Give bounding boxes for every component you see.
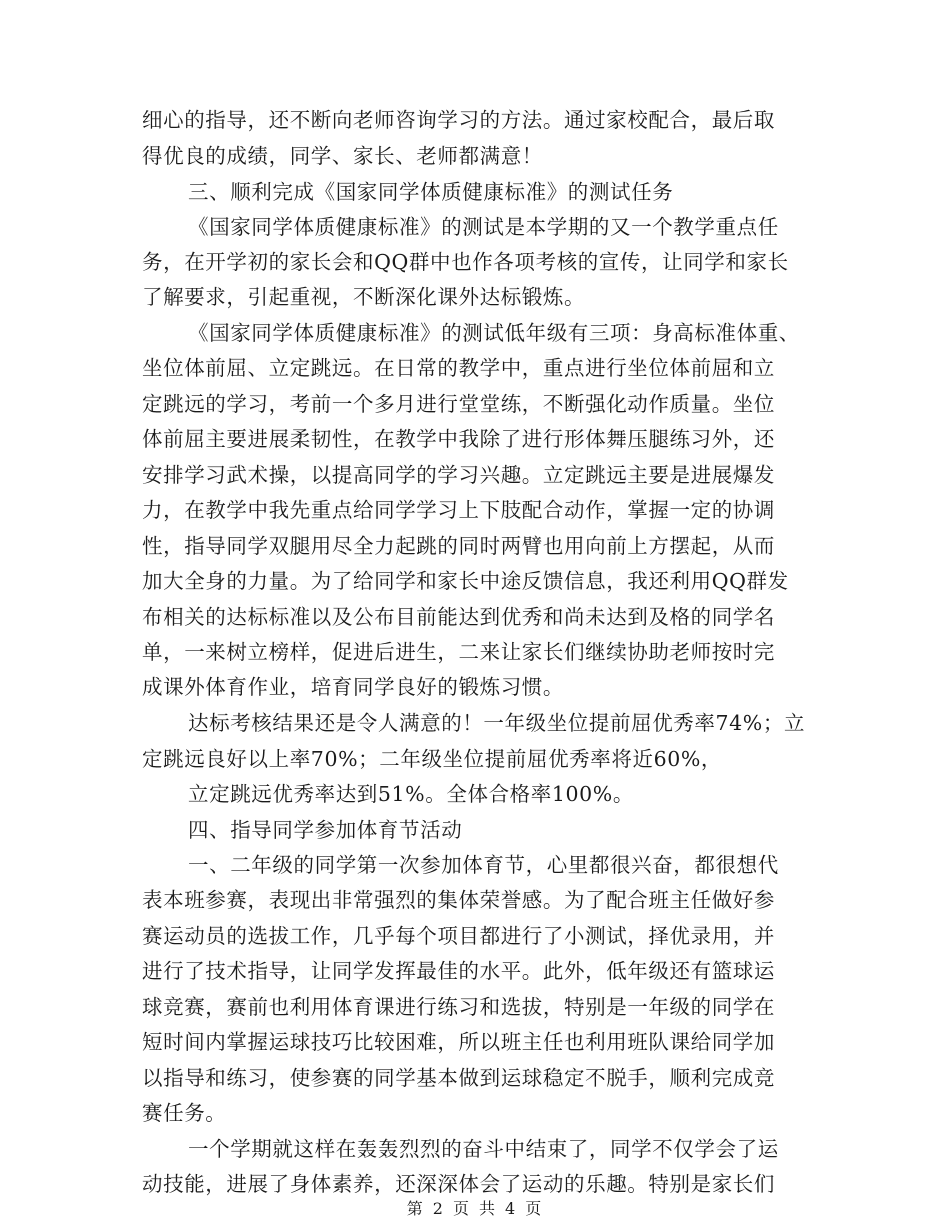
paragraph-line: 务，在开学初的家长会和QQ群中也作各项考核的宣传，让同学和家长 <box>142 250 789 274</box>
current-page-number: 2 <box>432 1199 445 1218</box>
paragraph-line: 细心的指导，还不断向老师咨询学习的方法。通过家校配合，最后取 <box>142 108 775 132</box>
paragraph-line: 得优良的成绩，同学、家长、老师都满意！ <box>142 144 543 168</box>
paragraph-line: 布相关的达标标准以及公布目前能达到优秀和尚未达到及格的同学名 <box>142 605 775 629</box>
paragraph-line: 成课外体育作业，培育同学良好的锻炼习惯。 <box>142 675 564 699</box>
page-unit: 页 <box>452 1199 471 1218</box>
paragraph-line: 坐位体前屈、立定跳远。在日常的教学中，重点进行坐位体前屈和立 <box>142 356 775 380</box>
section-heading: 三、顺利完成《国家同学体质健康标准》的测试任务 <box>188 180 674 204</box>
page-label: 第 <box>406 1199 425 1218</box>
paragraph-line: 短时间内掌握运球技巧比较困难，所以班主任也利用班队课给同学加 <box>142 1030 775 1054</box>
paragraph-line: 赛运动员的选拔工作，几乎每个项目都进行了小测试，择优录用，并 <box>142 924 775 948</box>
paragraph-line: 立定跳远优秀率达到51%。全体合格率100%。 <box>188 782 634 806</box>
paragraph-line: 单，一来树立榜样，促进后进生，二来让家长们继续协助老师按时完 <box>142 640 775 664</box>
paragraph-line: 了解要求，引起重视，不断深化课外达标锻炼。 <box>142 285 586 309</box>
paragraph-line: 加大全身的力量。为了给同学和家长中途反馈信息，我还利用QQ群发 <box>142 569 789 593</box>
paragraph-line: 一个学期就这样在轰轰烈烈的奋斗中结束了，同学不仅学会了运 <box>188 1137 779 1161</box>
total-unit: 页 <box>525 1199 544 1218</box>
paragraph-line: 力，在教学中我先重点给同学学习上下肢配合动作，掌握一定的协调 <box>142 498 775 522</box>
paragraph-line: 《国家同学体质健康标准》的测试低年级有三项：身高标准体重、 <box>188 321 800 345</box>
page-footer <box>0 1196 950 1219</box>
paragraph-line: 《国家同学体质健康标准》的测试是本学期的又一个教学重点任 <box>188 215 779 239</box>
paragraph-line: 性，指导同学双腿用尽全力起跳的同时两臂也用向前上方摆起，从而 <box>142 534 775 558</box>
paragraph-line: 表本班参赛，表现出非常强烈的集体荣誉感。为了配合班主任做好参 <box>142 888 775 912</box>
paragraph-line: 安排学习武术操，以提高同学的学习兴趣。立定跳远主要是进展爆发 <box>142 463 775 487</box>
total-pages-number: 4 <box>505 1199 518 1218</box>
paragraph-line: 达标考核结果还是令人满意的！一年级坐位提前屈优秀率74%；立 <box>188 711 806 735</box>
paragraph-line: 体前屈主要进展柔韧性，在教学中我除了进行形体舞压腿练习外，还 <box>142 427 775 451</box>
paragraph-line: 定跳远的学习，考前一个多月进行堂堂练，不断强化动作质量。坐位 <box>142 392 775 416</box>
paragraph-line: 球竞赛，赛前也利用体育课进行练习和选拔，特别是一年级的同学在 <box>142 995 775 1019</box>
paragraph-line: 定跳远良好以上率70%；二年级坐位提前屈优秀率将近60%， <box>142 747 723 771</box>
paragraph-line: 赛任务。 <box>142 1101 227 1125</box>
total-label: 共 <box>479 1199 498 1218</box>
paragraph-line: 一、二年级的同学第一次参加体育节，心里都很兴奋，都很想代 <box>188 853 779 877</box>
paragraph-line: 动技能，进展了身体素养，还深深体会了运动的乐趣。特别是家长们 <box>142 1172 775 1196</box>
paragraph-line: 进行了技术指导，让同学发挥最佳的水平。此外，低年级还有篮球运 <box>142 959 775 983</box>
section-heading: 四、指导同学参加体育节活动 <box>188 818 463 842</box>
paragraph-line: 以指导和练习，使参赛的同学基本做到运球稳定不脱手，顺利完成竞 <box>142 1066 775 1090</box>
